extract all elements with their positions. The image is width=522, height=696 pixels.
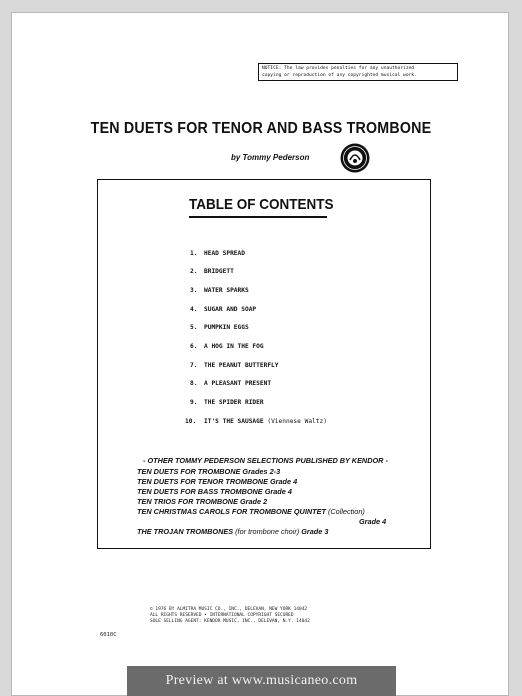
- toc-item: [190, 399, 264, 409]
- publication-line: [137, 527, 328, 537]
- publication-line: [137, 467, 280, 477]
- toc-item-subtitle: (Viennese Waltz): [267, 418, 327, 425]
- toc-item-title: SUGAR AND SOAP: [204, 306, 257, 313]
- toc-item: [190, 306, 256, 316]
- copyright-line-1: © 1976 BY ALMITRA MUSIC CO., INC., DELEVAN, NEW YORK 14042: [150, 607, 308, 612]
- toc-item-number: 5.: [190, 324, 198, 331]
- toc-item-number: 3.: [190, 287, 198, 294]
- publication-grade: Grade 4: [264, 487, 292, 496]
- toc-item-number: 4.: [190, 306, 198, 313]
- toc-item: [190, 324, 249, 334]
- toc-item-title: THE SPIDER RIDER: [204, 399, 264, 406]
- publication-title: THE TROJAN TROMBONES: [137, 527, 234, 536]
- publication-title: TEN CHRISTMAS CAROLS FOR TROMBONE QUINTET: [137, 507, 326, 516]
- toc-item: [190, 287, 249, 297]
- toc-item-number: 9.: [190, 399, 198, 406]
- toc-item: [185, 418, 327, 428]
- publication-grade: Grade 4: [359, 517, 387, 526]
- preview-banner-text[interactable]: Preview at www.musicaneo.com: [165, 673, 358, 688]
- publication-grade: Grade 3: [301, 527, 329, 536]
- toc-item: [190, 362, 279, 372]
- publication-grade: Grade 2: [239, 497, 268, 506]
- preview-banner[interactable]: [127, 666, 396, 696]
- toc-item-number: 10.: [185, 418, 197, 425]
- toc-item-title: A PLEASANT PRESENT: [204, 380, 272, 387]
- catalog-number: 6010C: [100, 632, 117, 638]
- publication-note: (for trombone choir): [235, 527, 300, 536]
- toc-item-title: IT'S THE SAUSAGE: [204, 418, 264, 425]
- toc-item: [190, 380, 271, 390]
- toc-item-title: HEAD SPREAD: [204, 250, 245, 257]
- toc-item-title: THE PEANUT BUTTERFLY: [204, 362, 279, 369]
- toc-item: [190, 268, 234, 278]
- publication-note: (Collection): [327, 507, 365, 516]
- toc-item-number: 8.: [190, 380, 198, 387]
- notice-line-1: NOTICE: The law provides penalties for any unauthorized: [262, 66, 415, 71]
- toc-item-number: 1.: [190, 250, 198, 257]
- toc-item-title: A HOG IN THE FOG: [204, 343, 264, 350]
- notice-line-2: copying or reproduction of any copyrighted musical work.: [262, 73, 417, 78]
- composer-byline: by Tommy Pederson: [231, 153, 310, 162]
- toc-item-title: WATER SPARKS: [204, 287, 249, 294]
- publisher-seal-icon: [340, 143, 370, 173]
- copyright-line-2: ALL RIGHTS RESERVED • INTERNATIONAL COPYRIGHT SECURED: [150, 613, 294, 618]
- publication-title: TEN DUETS FOR TROMBONE: [137, 467, 241, 476]
- toc-item-number: 7.: [190, 362, 198, 369]
- toc-item-title: PUMPKIN EGGS: [204, 324, 249, 331]
- toc-item: [190, 343, 264, 353]
- copyright-footer: [150, 607, 370, 625]
- publication-title: TEN TRIOS FOR TROMBONE: [137, 497, 238, 506]
- copyright-line-3: SOLE SELLING AGENT: KENDOR MUSIC, INC., DELEVAN, N.Y. 14042: [150, 619, 310, 624]
- publication-line: [359, 517, 386, 527]
- toc-item-number: 6.: [190, 343, 198, 350]
- publication-line: [137, 487, 292, 497]
- toc-item: [190, 250, 245, 260]
- publication-line: [137, 507, 365, 517]
- page-title: TEN DUETS FOR TENOR AND BASS TROMBONE: [90, 120, 432, 137]
- toc-item-title: BRIDGETT: [204, 268, 234, 275]
- publication-title: TEN DUETS FOR BASS TROMBONE: [137, 487, 263, 496]
- publication-grade: Grades 2-3: [242, 467, 281, 476]
- publication-grade: Grade 4: [269, 477, 298, 486]
- copyright-notice-box: [258, 63, 458, 81]
- publication-title: TEN DUETS FOR TENOR TROMBONE: [137, 477, 268, 486]
- toc-heading-underline: [189, 216, 327, 218]
- toc-item-number: 2.: [190, 268, 198, 275]
- publication-line: [137, 497, 267, 507]
- publication-line: [137, 477, 297, 487]
- toc-heading: TABLE OF CONTENTS: [189, 196, 334, 213]
- other-selections-heading: - OTHER TOMMY PEDERSON SELECTIONS PUBLISHED BY KENDOR -: [143, 456, 388, 465]
